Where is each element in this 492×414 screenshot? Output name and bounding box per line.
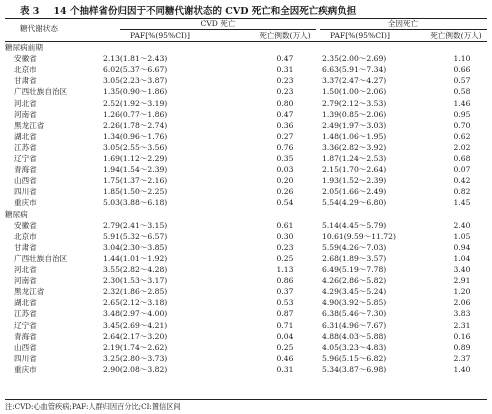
all-paf-cell: 1.39(0.85～2.06) [322,109,387,119]
province-cell: 广西壮族自治区 [14,253,68,263]
all-paf-cell: 2.05(1.66～2.49) [322,187,387,197]
all-deaths-cell: 0.68 [453,154,471,163]
cvd-deaths-cell: 0.47 [276,109,294,119]
cvd-paf-cell: 2.32(1.86～2.85) [103,287,168,297]
table-caption [20,3,356,17]
cvd-deaths-cell: 0.20 [276,176,294,186]
all-deaths-cell: 1.45 [453,198,471,208]
province-cell: 青海省 [14,165,37,175]
cvd-deaths-cell: 0.35 [276,154,294,163]
all-deaths-cell: 0.57 [453,76,471,86]
province-cell: 黑龙江省 [14,287,45,297]
all-deaths-cell: 3.83 [453,309,471,319]
province-cell: 重庆市 [14,198,37,208]
cvd-paf-cell: 2.52(1.92～3.19) [103,98,168,108]
header-bottom-rule [5,41,487,42]
all-deaths-cell: 0.42 [453,176,471,186]
cvd-deaths-cell: 0.46 [276,353,294,363]
bottom-rule [5,399,487,400]
cvd-paf-cell: 3.05(2.55～3.56) [103,142,168,152]
cvd-deaths-cell: 0.37 [276,287,294,297]
all-paf-cell: 2.79(2.12～3.53) [322,98,387,108]
all-group-header: 全因死亡 [387,19,419,28]
cvd-deaths-cell: 0.31 [276,65,294,75]
table-number: 表 3 [20,6,40,17]
all-deaths-cell: 0.89 [453,342,471,352]
all-deaths-cell: 1.46 [453,98,471,108]
cvd-deaths-cell: 0.61 [276,220,294,230]
cvd-deaths-cell: 1.13 [276,265,294,274]
all-paf-cell: 5.59(4.26～7.03) [322,242,387,252]
all-deaths-cell: 1.10 [453,54,471,64]
province-cell: 湖北省 [14,298,37,308]
cvd-deaths-cell: 0.25 [276,342,294,352]
all-deaths-cell: 0.16 [453,331,471,341]
province-cell: 辽宁省 [14,154,37,163]
all-paf-cell: 4.29(3.45～5.24) [322,287,387,297]
all-paf-cell: 5.96(5.15～6.82) [322,353,387,363]
all-deaths-cell: 0.82 [453,187,471,197]
section-header: 糖尿病前期 [5,43,43,52]
cvd-paf-cell: 5.03(3.88～6.18) [103,198,168,208]
section-header: 糖尿病 [5,209,28,219]
all-deaths-cell: 3.40 [453,265,471,274]
province-cell: 安徽省 [14,220,37,230]
all-paf-cell: 3.37(2.47～4.27) [322,76,387,86]
all-deaths-cell: 1.04 [453,253,471,263]
cvd-group-header: CVD 死亡 [200,19,236,28]
all-deaths-cell: 0.66 [453,65,471,75]
cvd-paf-cell: 3.05(2.23～3.87) [103,76,168,86]
all-paf-cell: 1.50(1.00～2.06) [322,87,387,97]
province-cell: 江苏省 [14,142,37,152]
all-paf-cell: 4.05(3.23～4.83) [322,342,387,352]
all-paf-cell: 1.87(1.24～2.53) [322,154,387,163]
cvd-paf-cell: 3.04(2.30～3.85) [103,242,168,252]
cvd-paf-cell: 2.19(1.74～2.62) [103,342,168,352]
province-cell: 江苏省 [14,309,37,319]
cvd-deaths-cell: 0.54 [276,198,294,208]
cvd-deaths-cell: 0.87 [276,309,294,319]
province-cell: 四川省 [14,353,37,363]
province-cell: 河北省 [14,265,37,274]
province-cell: 北京市 [14,231,37,241]
all-paf-cell: 2.68(1.89～3.57) [322,253,387,263]
all-paf-header: PAF[%(95%CI)] [330,31,390,40]
cvd-paf-cell: 6.02(5.37～6.67) [103,65,168,75]
cvd-deaths-cell: 0.27 [276,131,294,141]
cvd-deaths-cell: 0.36 [276,120,294,130]
all-deaths-cell: 0.94 [453,242,471,252]
cvd-deaths-cell: 0.23 [276,76,294,86]
table-footnote: 注:CVD:心血管疾病;PAF:人群归因百分比;CI:置信区间 [5,402,181,411]
all-paf-cell: 6.31(4.96～7.67) [322,320,387,330]
cvd-paf-cell: 2.65(2.12～3.18) [103,298,168,308]
all-paf-cell: 4.26(2.86～5.82) [322,276,387,286]
province-cell: 辽宁省 [14,320,37,330]
all-paf-cell: 4.90(3.92～5.85) [322,298,387,308]
all-deaths-cell: 2.31 [453,320,471,330]
cvd-paf-cell: 1.75(1.37～2.16) [103,176,168,186]
province-cell: 四川省 [14,187,37,197]
all-deaths-cell: 2.02 [453,142,471,152]
cvd-deaths-header: 死亡例数(万人) [259,31,311,40]
cvd-deaths-cell: 0.76 [276,142,294,152]
cvd-deaths-cell: 0.23 [276,242,294,252]
cvd-paf-cell: 3.25(2.80～3.73) [103,353,168,363]
cvd-paf-header: PAF[%(95%CI)] [130,31,190,40]
province-cell: 甘肃省 [14,242,37,252]
cvd-deaths-cell: 0.80 [276,98,294,108]
stub-header: 糖代谢状态 [20,24,58,33]
all-deaths-cell: 0.07 [453,165,471,175]
cvd-paf-cell: 3.48(2.97～4.00) [103,309,168,319]
table-title: 14 个抽样省份归因于不同糖代谢状态的 CVD 死亡和全因死亡疾病负担 [53,6,357,17]
all-group-rule [320,29,487,30]
cvd-paf-cell: 2.30(1.53～3.17) [103,276,168,286]
province-cell: 湖北省 [14,131,37,141]
cvd-paf-cell: 1.85(1.50～2.25) [103,187,168,197]
all-paf-cell: 1.93(1.52～2.39) [322,176,387,186]
all-paf-cell: 6.63(5.91～7.34) [322,65,387,75]
province-cell: 河北省 [14,98,37,108]
cvd-deaths-cell: 0.03 [276,165,294,175]
all-deaths-cell: 2.06 [453,298,471,308]
all-deaths-header: 死亡例数(万人) [430,31,482,40]
cvd-paf-cell: 1.26(0.77～1.86) [103,109,168,119]
all-paf-cell: 10.61(9.59～11.72) [322,231,396,241]
all-paf-cell: 6.49(5.19～7.78) [322,265,387,274]
province-cell: 山西省 [14,176,37,186]
all-deaths-cell: 2.91 [453,276,471,286]
cvd-deaths-cell: 0.47 [276,54,294,64]
cvd-deaths-cell: 0.23 [276,87,294,97]
all-paf-cell: 2.35(2.00～2.69) [322,54,387,64]
all-deaths-cell: 1.20 [453,287,471,297]
all-deaths-cell: 0.62 [453,131,471,141]
cvd-paf-cell: 2.26(1.78～2.74) [103,120,168,130]
cvd-deaths-cell: 0.30 [276,231,294,241]
all-paf-cell: 2.15(1.70～2.64) [322,165,387,175]
all-deaths-cell: 2.37 [453,353,471,363]
all-paf-cell: 3.36(2.82～3.92) [322,142,387,152]
all-deaths-cell: 0.58 [453,87,471,97]
all-deaths-cell: 2.40 [453,220,471,230]
province-cell: 河南省 [14,276,37,286]
cvd-deaths-cell: 0.86 [276,276,294,286]
all-paf-cell: 4.88(4.03～5.88) [322,331,387,341]
cvd-deaths-cell: 0.25 [276,253,294,263]
cvd-deaths-cell: 0.31 [276,364,294,374]
all-paf-cell: 6.38(5.46～7.30) [322,309,387,319]
cvd-paf-cell: 2.13(1.81～2.43) [103,54,168,64]
all-paf-cell: 2.49(1.97～3.03) [322,120,387,130]
cvd-paf-cell: 1.34(0.96～1.76) [103,131,168,141]
cvd-paf-cell: 1.69(1.12～2.29) [103,154,168,163]
province-cell: 黑龙江省 [14,120,45,130]
cvd-paf-cell: 1.94(1.54～2.39) [103,165,168,175]
all-deaths-cell: 1.40 [453,364,471,374]
all-deaths-cell: 1.05 [453,231,471,241]
all-paf-cell: 1.48(1.06～1.95) [322,131,387,141]
cvd-paf-cell: 2.64(2.17～3.20) [103,331,168,341]
cvd-paf-cell: 2.79(2.41～3.15) [103,220,168,230]
province-cell: 河南省 [14,109,37,119]
cvd-deaths-cell: 0.26 [276,187,294,197]
cvd-paf-cell: 5.91(5.32～6.57) [103,231,168,241]
cvd-paf-cell: 3.55(2.82～4.28) [103,265,168,274]
cvd-paf-cell: 1.44(1.01～1.92) [103,253,168,263]
cvd-paf-cell: 2.90(2.08～3.82) [103,364,168,374]
all-deaths-cell: 0.70 [453,120,471,130]
cvd-group-rule [120,29,316,30]
province-cell: 青海省 [14,331,37,341]
province-cell: 北京市 [14,65,37,75]
all-paf-cell: 5.54(4.29～6.80) [322,198,387,208]
province-cell: 山西省 [14,342,37,352]
province-cell: 重庆市 [14,364,37,374]
province-cell: 甘肃省 [14,76,37,86]
cvd-paf-cell: 3.45(2.69～4.21) [103,320,168,330]
province-cell: 广西壮族自治区 [14,87,68,97]
all-paf-cell: 5.14(4.45～5.79) [322,220,387,230]
cvd-deaths-cell: 0.04 [276,331,294,341]
cvd-paf-cell: 1.35(0.90～1.86) [103,87,168,97]
all-deaths-cell: 0.95 [453,109,471,119]
cvd-deaths-cell: 0.71 [276,320,294,330]
all-paf-cell: 5.34(3.87～6.98) [322,364,387,374]
province-cell: 安徽省 [14,54,37,64]
cvd-deaths-cell: 0.53 [276,298,294,308]
